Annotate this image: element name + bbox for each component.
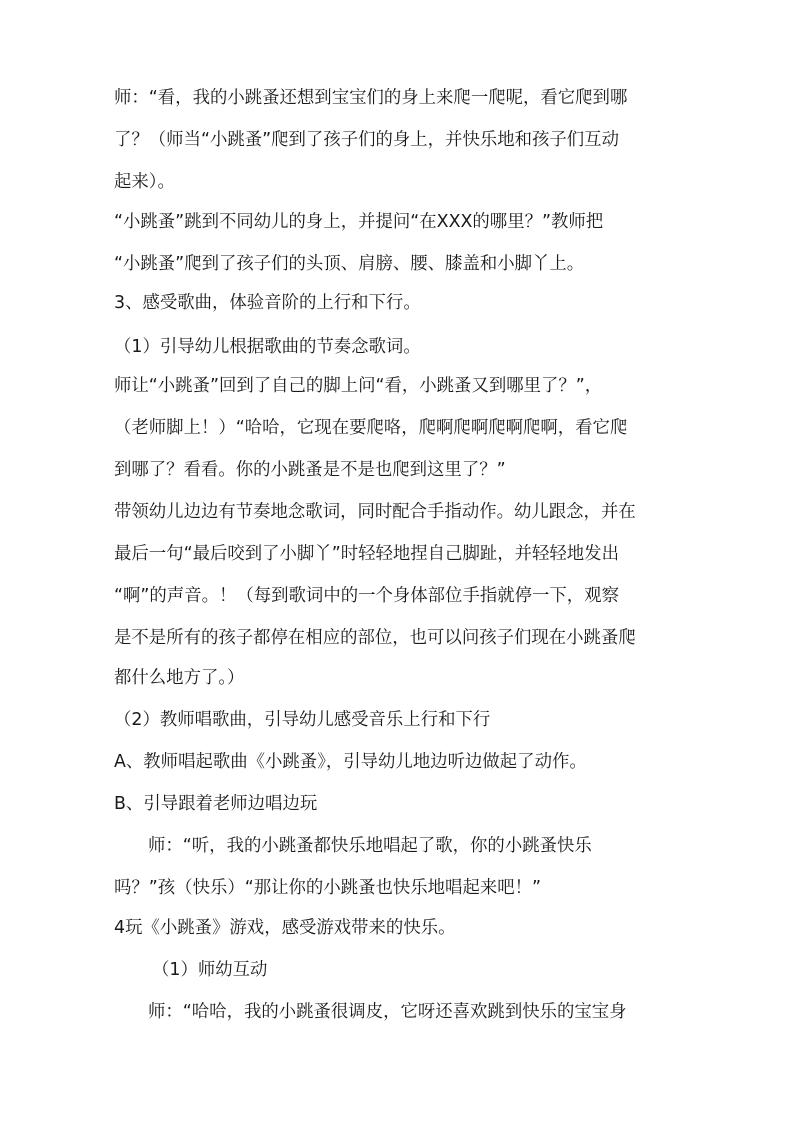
text-line: 师：“哈哈，我的小跳蚤很调皮，它呀还喜欢跳到快乐的宝宝身 <box>148 1002 627 1022</box>
text-line: 4玩《小跳蚤》游戏，感受游戏带来的快乐。 <box>114 918 456 938</box>
text-line: 师让“小跳蚤”回到了自己的脚上问“看，小跳蚤又到哪里了？”， <box>114 376 603 396</box>
text-line: 起来）。 <box>114 172 175 192</box>
text-line: “啊”的声音。！（每到歌词中的一个身体部位手指就停一下，观察 <box>114 586 619 606</box>
text-line: 了？（师当“小跳蚤”爬到了孩子们的身上，并快乐地和孩子们互动 <box>114 130 619 150</box>
text-line: 是不是所有的孩子都停在相应的部位，也可以问孩子们现在小跳蚤爬 <box>114 628 636 648</box>
text-line: “小跳蚤”爬到了孩子们的头顶、肩膀、腰、膝盖和小脚丫上。 <box>114 254 585 274</box>
text-line: （1）引导幼儿根据歌曲的节奏念歌词。 <box>114 337 421 357</box>
text-line: （2）教师唱歌曲，引导幼儿感受音乐上行和下行 <box>114 710 491 730</box>
text-line: 最后一句“最后咬到了小脚丫”时轻轻地捏自己脚趾，并轻轻地发出 <box>114 544 619 564</box>
text-line: 吗？”孩（快乐）“那让你的小跳蚤也快乐地唱起来吧！” <box>114 878 542 898</box>
text-line: （老师脚上！）“哈哈，它现在要爬咯，爬啊爬啊爬啊爬啊，看它爬 <box>114 418 628 438</box>
text-line: A、教师唱起歌曲《小跳蚤》，引导幼儿地边听边做起了动作。 <box>114 752 587 772</box>
text-line: 都什么地方了。） <box>114 668 245 688</box>
text-line: 带领幼儿边边有节奏地念歌词，同时配合手指动作。幼儿跟念，并在 <box>114 502 636 522</box>
text-line: 师：“看，我的小跳蚤还想到宝宝们的身上来爬一爬呢，看它爬到哪 <box>114 88 628 108</box>
text-line: 到哪了？看看。你的小跳蚤是不是也爬到这里了？” <box>114 460 506 480</box>
text-line: （1）师幼互动 <box>152 960 268 980</box>
text-line: 师：“听，我的小跳蚤都快乐地唱起了歌，你的小跳蚤快乐 <box>148 836 592 856</box>
text-line: “小跳蚤”跳到不同幼儿的身上，并提问“在XXX的哪里？”教师把 <box>114 212 604 232</box>
text-line: 3、感受歌曲，体验音阶的上行和下行。 <box>114 293 421 313</box>
text-line: B、引导跟着老师边唱边玩 <box>114 794 318 814</box>
